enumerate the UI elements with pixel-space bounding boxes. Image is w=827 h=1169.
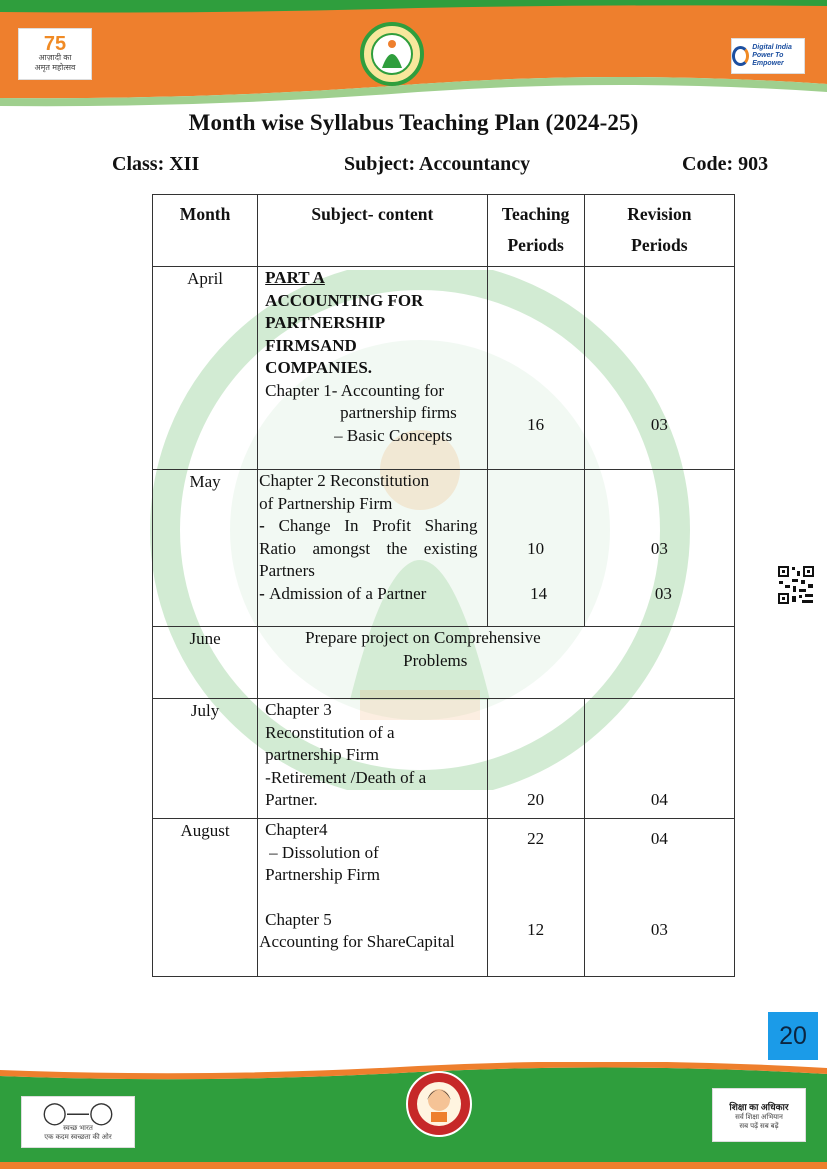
- digital-india-line1: Digital India: [752, 44, 792, 51]
- table-row: [153, 267, 735, 470]
- may-dash-2: -: [259, 583, 270, 603]
- july-line1: Chapter 3: [265, 700, 332, 719]
- content-may: [258, 470, 487, 627]
- july-teaching: 20: [527, 790, 545, 809]
- month-june: June: [153, 627, 258, 699]
- header-teaching-periods: [487, 195, 584, 267]
- april-heading-2: PARTNERSHIP: [265, 313, 386, 332]
- june-line1: Prepare project on Comprehensive: [305, 628, 541, 647]
- syllabus-plan-table: [152, 194, 735, 977]
- april-heading-1: ACCOUNTING FOR: [265, 290, 424, 310]
- glasses-icon: ◯―◯: [42, 1100, 114, 1125]
- azadi-ka-amrit-mahotsav-logo: [18, 28, 92, 80]
- content-june: [258, 627, 735, 699]
- header-teaching-line1: Teaching: [501, 204, 570, 224]
- april-chapter-line2: partnership firms: [340, 403, 457, 422]
- april-teaching: 16: [527, 415, 545, 434]
- swachh-bharat-logo: [21, 1096, 135, 1148]
- april-teaching-cell: [487, 267, 584, 470]
- header-revision-line2: Periods: [631, 235, 688, 255]
- july-line4: -Retirement /Death of a: [265, 767, 427, 787]
- may-teaching-1: 10: [527, 539, 545, 558]
- april-chapter-line3: – Basic Concepts: [334, 425, 453, 445]
- august-teaching-1: 22: [527, 829, 545, 848]
- april-revision: 03: [650, 415, 668, 434]
- month-april: April: [153, 267, 258, 470]
- may-dash-1: -: [259, 516, 279, 535]
- july-line2: Reconstitution of a: [265, 722, 395, 742]
- june-line2: Problems: [403, 650, 468, 670]
- content-august: [258, 819, 487, 977]
- content-april: [258, 267, 487, 470]
- digital-india-logo: [731, 38, 805, 74]
- may-line1: Chapter 2 Reconstitution: [259, 471, 430, 490]
- august-revision-1: 04: [650, 829, 668, 848]
- may-revision-cell: [584, 470, 734, 627]
- beti-padhao-girl-icon: [405, 1070, 473, 1138]
- may-teaching-cell: [487, 470, 584, 627]
- swachh-word1: स्वच्छ: [63, 1125, 78, 1132]
- may-teaching-2: 14: [530, 584, 548, 603]
- table-row: [153, 627, 735, 699]
- july-teaching-cell: [487, 699, 584, 819]
- april-heading-4: COMPANIES.: [265, 358, 373, 377]
- july-line3: partnership Firm: [265, 745, 379, 764]
- content-july: [258, 699, 487, 819]
- july-line5: Partner.: [265, 790, 318, 809]
- august-line1: Chapter4: [265, 820, 328, 839]
- august-teaching-2: 12: [527, 920, 545, 939]
- july-revision: 04: [650, 790, 668, 809]
- page-number-badge: 20: [768, 1012, 818, 1060]
- header-month: Month: [153, 195, 258, 267]
- azadi-logo-line1: आज़ादी का: [38, 53, 72, 62]
- azadi-logo-line2: अमृत महोत्सव: [34, 63, 76, 72]
- august-line3: Partnership Firm: [265, 865, 380, 884]
- april-revision-cell: [584, 267, 734, 470]
- may-revision-1: 03: [650, 539, 668, 558]
- shiksha-line3: सब पढ़ें सब बढ़ें: [739, 1122, 779, 1130]
- board-seal-icon: [360, 22, 424, 86]
- header-revision-line1: Revision: [627, 204, 692, 224]
- month-august: August: [153, 819, 258, 977]
- may-line4: Admission of a Partner: [269, 583, 427, 603]
- digital-india-mark-icon: [732, 46, 749, 66]
- may-line2: of Partnership Firm: [259, 493, 393, 513]
- code-label: Code: 903: [682, 153, 769, 175]
- august-line5: Accounting for ShareCapital: [259, 932, 455, 951]
- august-teaching-cell: [487, 819, 584, 977]
- page-title: Month wise Syllabus Teaching Plan (2024-25): [188, 110, 639, 135]
- august-revision-2: 03: [650, 920, 668, 939]
- month-may: May: [153, 470, 258, 627]
- swachh-word2: भारत: [79, 1125, 93, 1132]
- azadi-logo-number: 75: [43, 33, 67, 55]
- august-line2: – Dissolution of: [269, 842, 379, 862]
- table-row: [153, 470, 735, 627]
- digital-india-line2: Power To Empower: [752, 52, 784, 67]
- april-chapter-line1: Chapter 1- Accounting for: [265, 380, 445, 400]
- april-heading-3: FIRMSAND: [265, 335, 357, 355]
- may-line3: Change In Profit Sharing Ratio amongst the existing Partners: [259, 516, 478, 580]
- table-row: [153, 699, 735, 819]
- header-teaching-line2: Periods: [507, 235, 564, 255]
- subject-label: Subject: Accountancy: [344, 153, 531, 175]
- august-line4: Chapter 5: [265, 909, 332, 929]
- august-revision-cell: [584, 819, 734, 977]
- month-july: July: [153, 699, 258, 819]
- class-label: Class: XII: [112, 153, 200, 175]
- july-revision-cell: [584, 699, 734, 819]
- part-a-heading: PART A: [265, 268, 325, 287]
- header-subject-content: Subject- content: [258, 195, 487, 267]
- shiksha-line2: सर्व शिक्षा अभियान: [735, 1113, 783, 1121]
- table-row: [153, 819, 735, 977]
- qr-code-icon: [777, 565, 815, 605]
- shiksha-line1: शिक्षा का अधिकार: [729, 1101, 789, 1112]
- shiksha-adhikar-logo: [712, 1088, 806, 1142]
- table-header-row: [153, 195, 735, 267]
- swachh-tagline: एक कदम स्वच्छता की ओर: [44, 1134, 112, 1141]
- header-revision-periods: [584, 195, 734, 267]
- may-revision-2: 03: [654, 584, 672, 603]
